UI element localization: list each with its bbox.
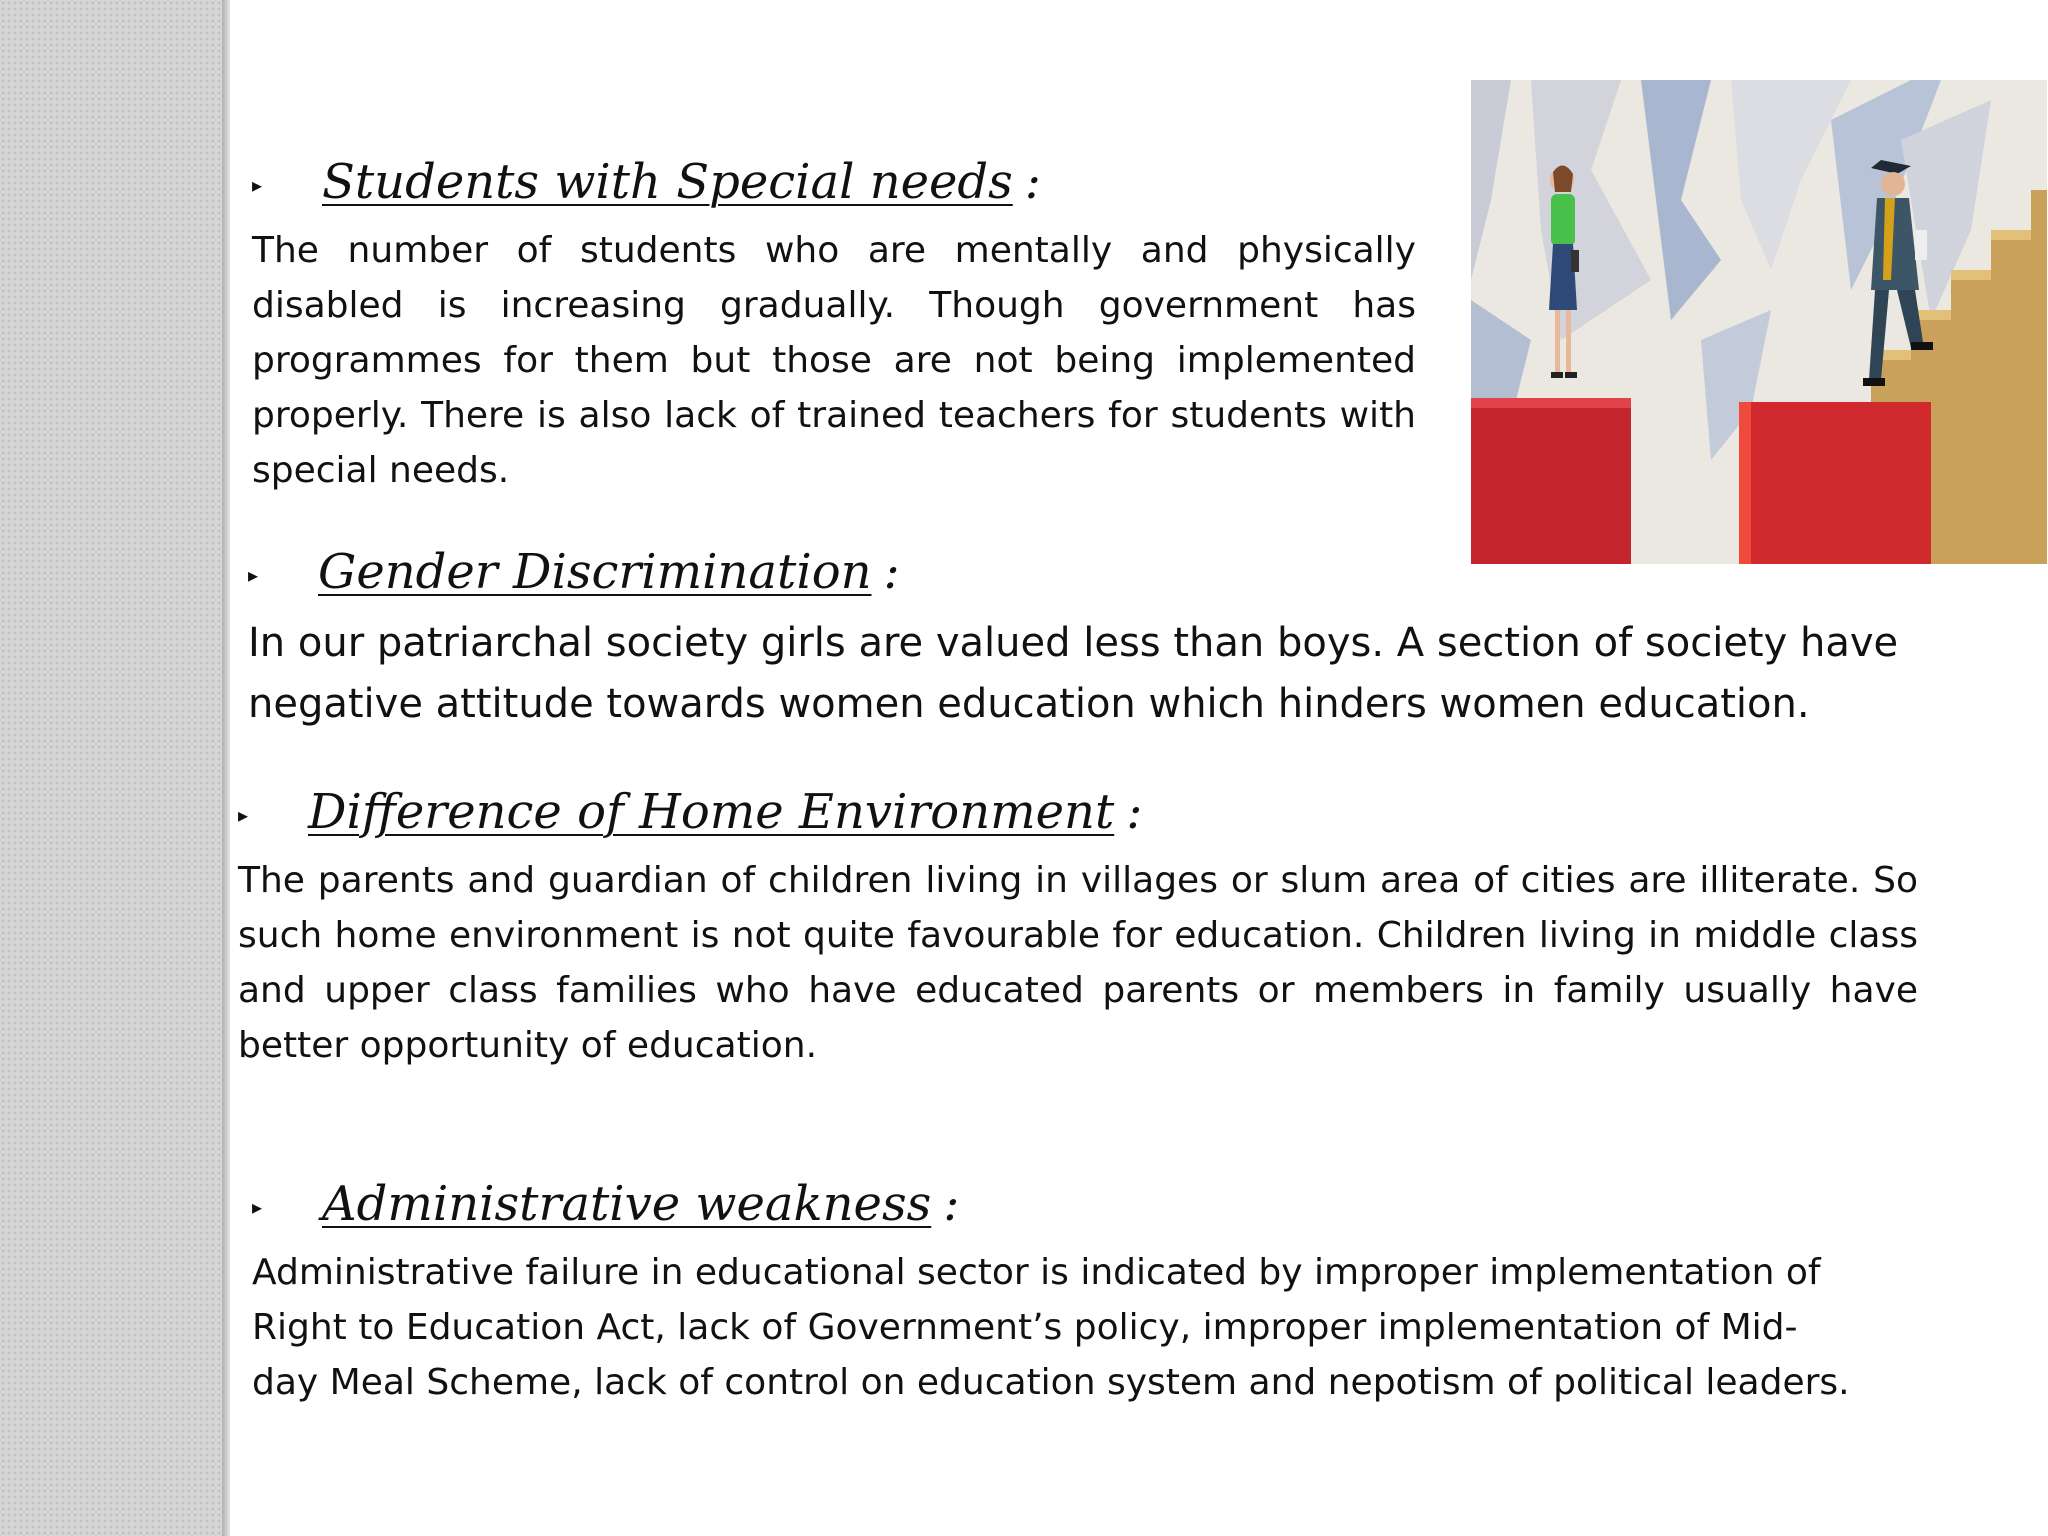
decorative-side-band bbox=[0, 0, 222, 1536]
education-ladder-photo bbox=[1471, 80, 2047, 564]
section-body: In our patriarchal society girls are valued less than boys. A section of society have negative attitude towards women education which hinders women education. bbox=[248, 620, 1899, 727]
section-heading bbox=[238, 782, 1918, 851]
heading-colon: : bbox=[1024, 154, 1041, 210]
heading-title: Gender Discrimination bbox=[318, 544, 872, 600]
body-line: Administrative failure in educational sector is indicated by improper implementation of bbox=[252, 1252, 1821, 1293]
section-administrative-weakness bbox=[252, 1174, 1952, 1410]
heading-title: Students with Special needs bbox=[322, 154, 1013, 210]
bullet-icon: ▸ bbox=[252, 1195, 263, 1219]
section-heading bbox=[252, 1174, 1952, 1243]
section-body: The number of students who are mentally and physically disabled is increasing gradually. Though government has programmes for them but those are not being implemented properly. There is also lack of trained teachers for students with special needs. bbox=[252, 230, 1416, 491]
bullet-icon: ▸ bbox=[252, 173, 263, 197]
heading-title: Administrative weakness bbox=[322, 1176, 932, 1232]
section-heading bbox=[248, 542, 1968, 611]
heading-colon: : bbox=[1126, 784, 1143, 840]
bullet-icon: ▸ bbox=[238, 803, 249, 827]
heading-colon: : bbox=[943, 1176, 960, 1232]
body-line: day Meal Scheme, lack of control on education system and nepotism of political leaders. bbox=[252, 1362, 1850, 1403]
section-heading bbox=[252, 152, 1416, 221]
heading-colon: : bbox=[883, 544, 900, 600]
body-line: Right to Education Act, lack of Government’s policy, improper implementation of Mid- bbox=[252, 1307, 1798, 1348]
section-body: The parents and guardian of children living in villages or slum area of cities are illiterate. So such home environment is not quite favourable for education. Children living in middle class and upper class families who have educated parents or members in family usually have better opportunity of education. bbox=[238, 860, 1918, 1066]
section-home-environment bbox=[238, 782, 1918, 1073]
section-gender-discrimination bbox=[248, 542, 1968, 735]
photo-illustration bbox=[1471, 80, 2047, 564]
section-body bbox=[252, 1245, 1952, 1410]
bullet-icon: ▸ bbox=[248, 563, 259, 587]
side-band-edge bbox=[222, 0, 230, 1536]
section-special-needs bbox=[252, 152, 1416, 498]
heading-title: Difference of Home Environment bbox=[308, 784, 1115, 840]
